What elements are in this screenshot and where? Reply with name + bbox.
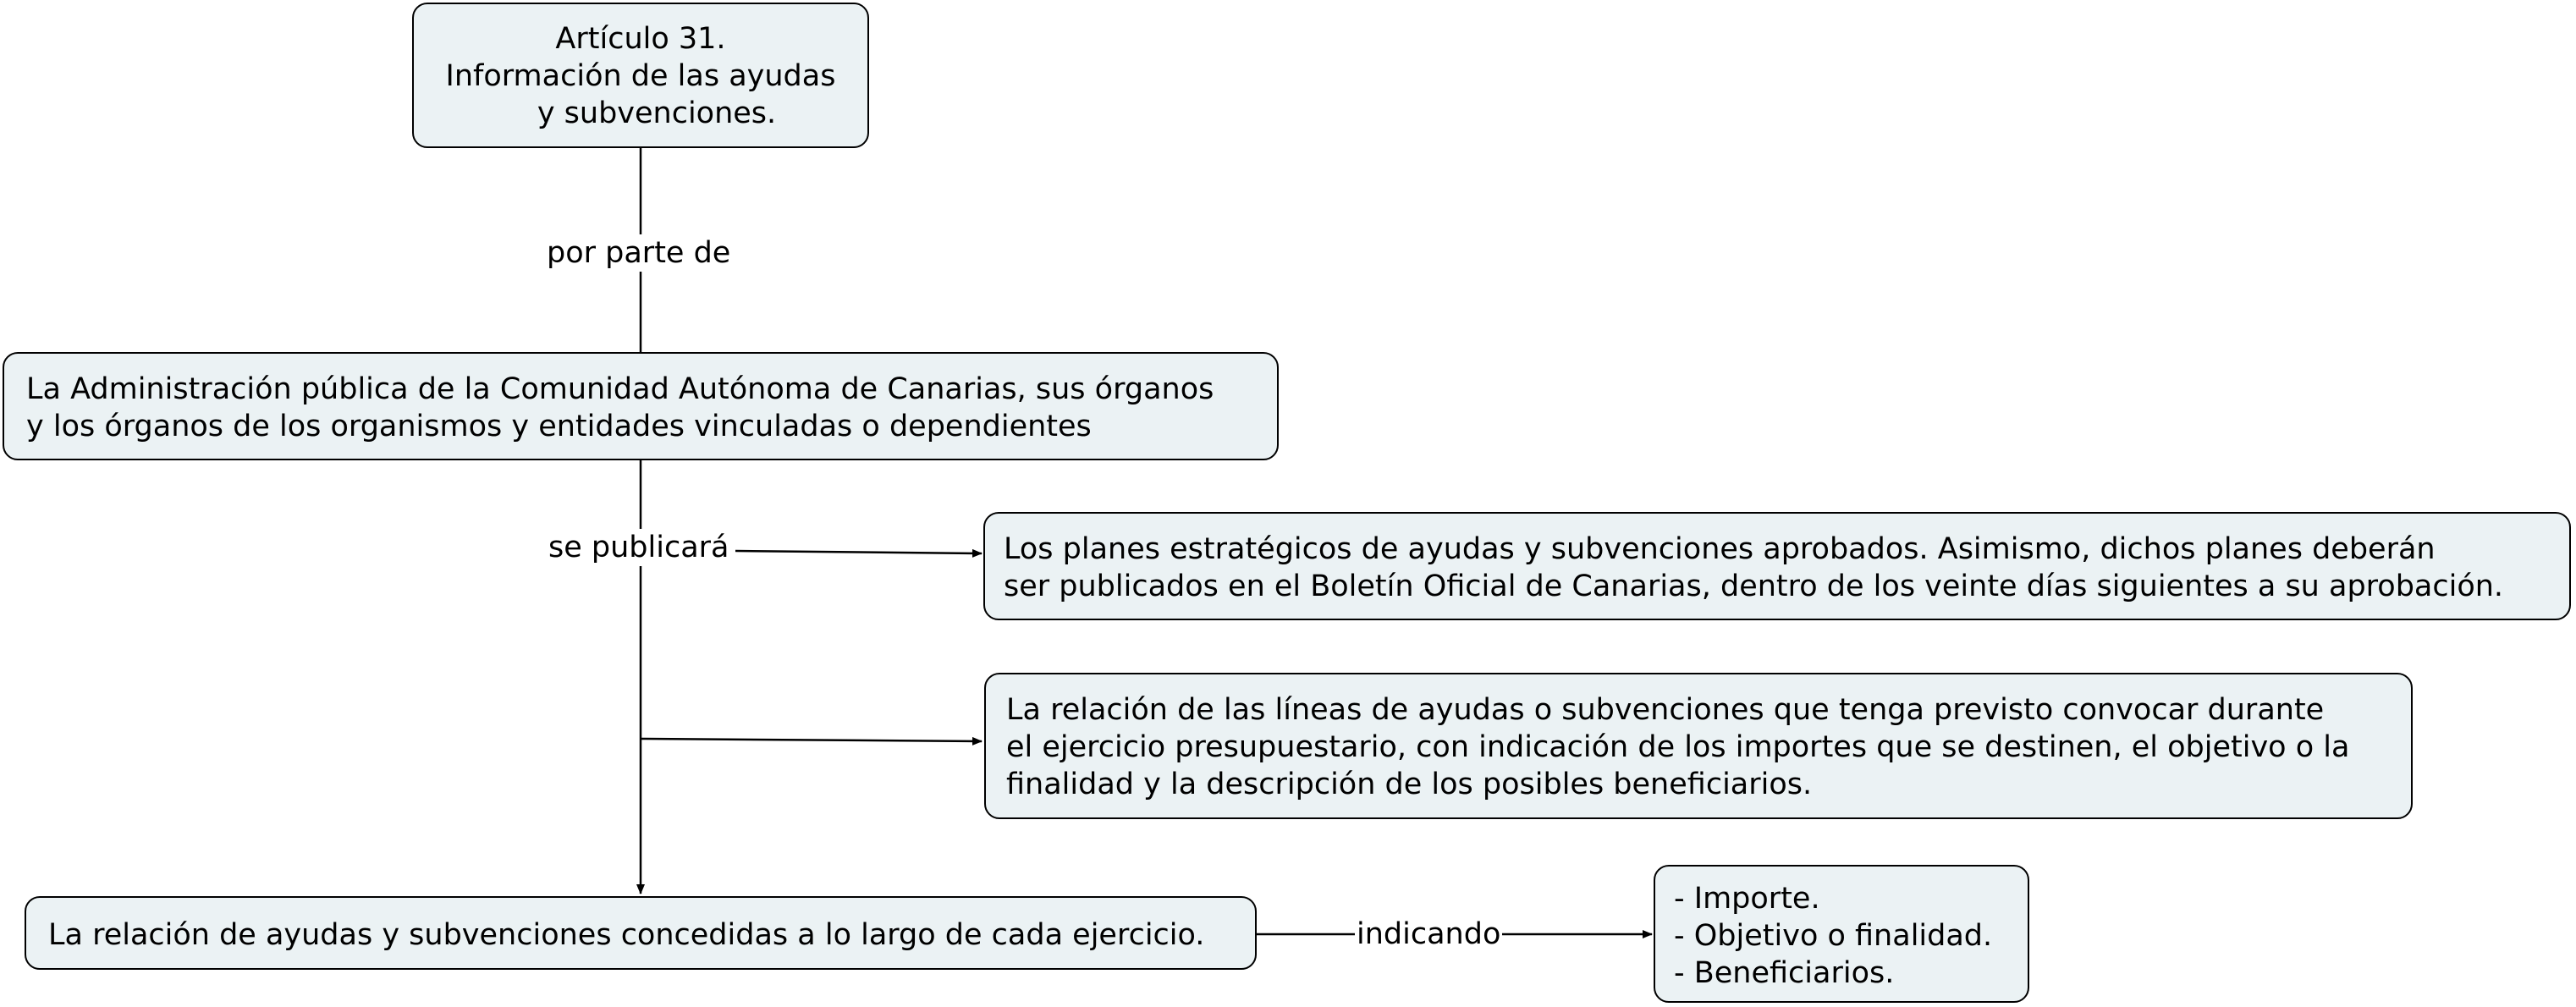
node-text-line: y subvenciones.: [537, 96, 777, 130]
node-text-line: Los planes estratégicos de ayudas y subvenciones aprobados. Asimismo, dichos planes deberán: [1004, 532, 2436, 566]
link-label-se-publicara: se publicará: [548, 531, 729, 564]
link-label-por-parte-de: por parte de: [547, 236, 731, 270]
node-granted-aid[interactable]: [25, 896, 1257, 970]
node-administration[interactable]: [3, 352, 1279, 460]
node-text-line: - Importe.: [1674, 882, 1820, 916]
node-text-line: Artículo 31.: [555, 22, 726, 56]
node-text-line: - Objetivo o finalidad.: [1674, 919, 1993, 953]
link-label-indicando: indicando: [1357, 917, 1501, 951]
node-text-line: finalidad y la descripción de los posibles beneficiarios.: [1006, 768, 1813, 801]
node-text-line: La relación de las líneas de ayudas o subvenciones que tenga previsto convocar durante: [1006, 693, 2325, 727]
node-details[interactable]: [1654, 865, 2029, 1003]
node-text-line: Información de las ayudas: [445, 59, 836, 93]
node-text-line: La Administración pública de la Comunidad Autónoma de Canarias, sus órganos: [26, 372, 1214, 406]
node-strategic-plans[interactable]: [983, 512, 2571, 620]
node-text-line: el ejercicio presupuestario, con indicación de los importes que se destinen, el objetivo o la: [1006, 730, 2350, 764]
edge-to-strategic-plans: [735, 551, 982, 553]
node-text-line: La relación de ayudas y subvenciones concedidas a lo largo de cada ejercicio.: [48, 918, 1205, 952]
node-article-31[interactable]: [412, 3, 869, 148]
node-text-line: y los órganos de los organismos y entidades vinculadas o dependientes: [26, 410, 1092, 443]
node-planned-lines[interactable]: [984, 673, 2413, 819]
node-text-line: - Beneficiarios.: [1674, 956, 1895, 990]
edge-to-planned-lines: [641, 739, 982, 741]
node-text-line: ser publicados en el Boletín Oficial de Canarias, dentro de los veinte días siguientes a su aprobación.: [1004, 570, 2504, 603]
